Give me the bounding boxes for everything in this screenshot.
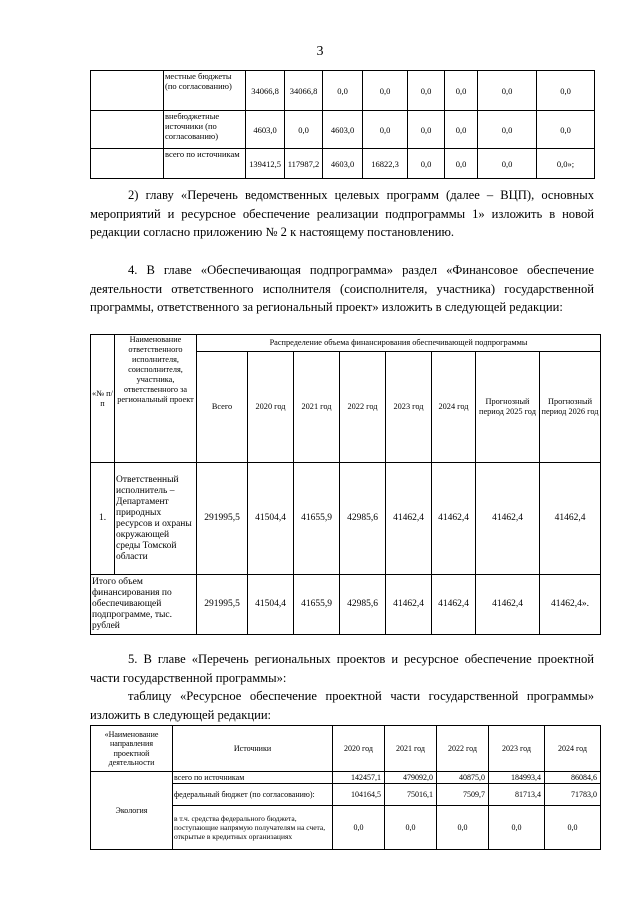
col-name-header: Наименование ответственного исполнителя, соисполнителя, участника, ответственного за региональный проект <box>115 335 197 463</box>
paragraph-vcp: 2) главу «Перечень ведомственных целевых программ (далее – ВЦП), основных мероприятий и ресурсное обеспечение реализации подпрограммы 1» изложить в новой редакции согласно приложению № 2 к настоящему постановлению. <box>90 188 594 239</box>
table-row: 1. Ответственный исполнитель – Департамент природных ресурсов и охраны окружающей среды Томской области 291995,5 41504,4 41655,9 42985,6 41462,4 41462,4 41462,4 41462,4 <box>91 463 601 575</box>
col-number-header: «№ п/п <box>91 335 115 463</box>
paragraph-support-subprogram: 4. В главе «Обеспечивающая подпрограмма» раздел «Финансовое обеспечение деятельности ответственного исполнителя (соисполнителя, участника) государственной программы, ответственного за региональный проект» изложить в следующей редакции: <box>90 263 594 314</box>
paragraph-regional-projects: 5. В главе «Перечень региональных проектов и ресурсное обеспечение проектной части государственной программы»: таблицу «Ресурсное обеспечение проектной части государственной программы» изложить в следующей редакции: <box>90 652 594 722</box>
support-subprogram-table: «№ п/п Наименование ответственного исполнителя, соисполнителя, участника, ответственного за региональный проект Распределение объема финансирования обеспечивающей подпрограммы Всего 2020 год 2021 год 2022 год 2023 год 2024 год Прогнозный период 2025 год Прогнозный период 2026 год 1. Ответственный исполнитель – Департамент природных ресурсов и охраны окружающей среды Томской области 291995,5 41504,4 41655,9 42985,6 41462,4 41462,4 41462,4 41462,4 Итого объем финансирования по обеспечивающей подпрограмме, тыс. рублей 291995,5 41504,4 41655,9 42985,6 41462,4 41462,4 41462,4 41462,4». <box>90 334 601 635</box>
page-number: 3 <box>316 44 324 59</box>
table-row: местные бюджеты (по согласованию) 34066,8 34066,8 0,0 0,0 0,0 0,0 0,0 0,0 <box>91 71 595 111</box>
col-sources-header: Источники <box>173 726 333 772</box>
group-header: Распределение объема финансирования обеспечивающей подпрограммы <box>197 335 601 352</box>
direction-cell: Экология <box>91 772 173 850</box>
table-row-total: Итого объем финансирования по обеспечивающей подпрограмме, тыс. рублей 291995,5 41504,4 41655,9 42985,6 41462,4 41462,4 41462,4 41462,4». <box>91 575 601 635</box>
table-row: внебюджетные источники (по согласованию) 4603,0 0,0 4603,0 0,0 0,0 0,0 0,0 0,0 <box>91 111 595 149</box>
table-row: всего по источникам 139412,5 117987,2 4603,0 16822,3 0,0 0,0 0,0 0,0»; <box>91 149 595 179</box>
financing-table-continuation <box>90 70 595 179</box>
col-direction-header: «Наименование направления проектной деятельности <box>91 726 173 772</box>
table-row: в т.ч. средства федерального бюджета, поступающие напрямую получателям на счета, открытые в кредитных организациях 0,0 0,0 0,0 0,0 0,0 <box>91 806 601 850</box>
table-row: федеральный бюджет (по согласованию): 104164,5 75016,1 7509,7 81713,4 71783,0 <box>91 784 601 806</box>
project-resources-table: «Наименование направления проектной деятельности Источники 2020 год 2021 год 2022 год 2023 год 2024 год Экология всего по источникам 142457,1 479092,0 40875,0 184993,4 86084,6 федеральный бюджет (по согласованию): 104164,5 75016,1 7509,7 81713,4 71783,0 в т.ч. средства федерального бюджета, поступающие напрямую получателям на счета, открытые в кредитных организациях 0,0 0,0 0,0 0,0 0,0 <box>90 725 601 850</box>
table-row: Экология всего по источникам 142457,1 479092,0 40875,0 184993,4 86084,6 <box>91 772 601 784</box>
